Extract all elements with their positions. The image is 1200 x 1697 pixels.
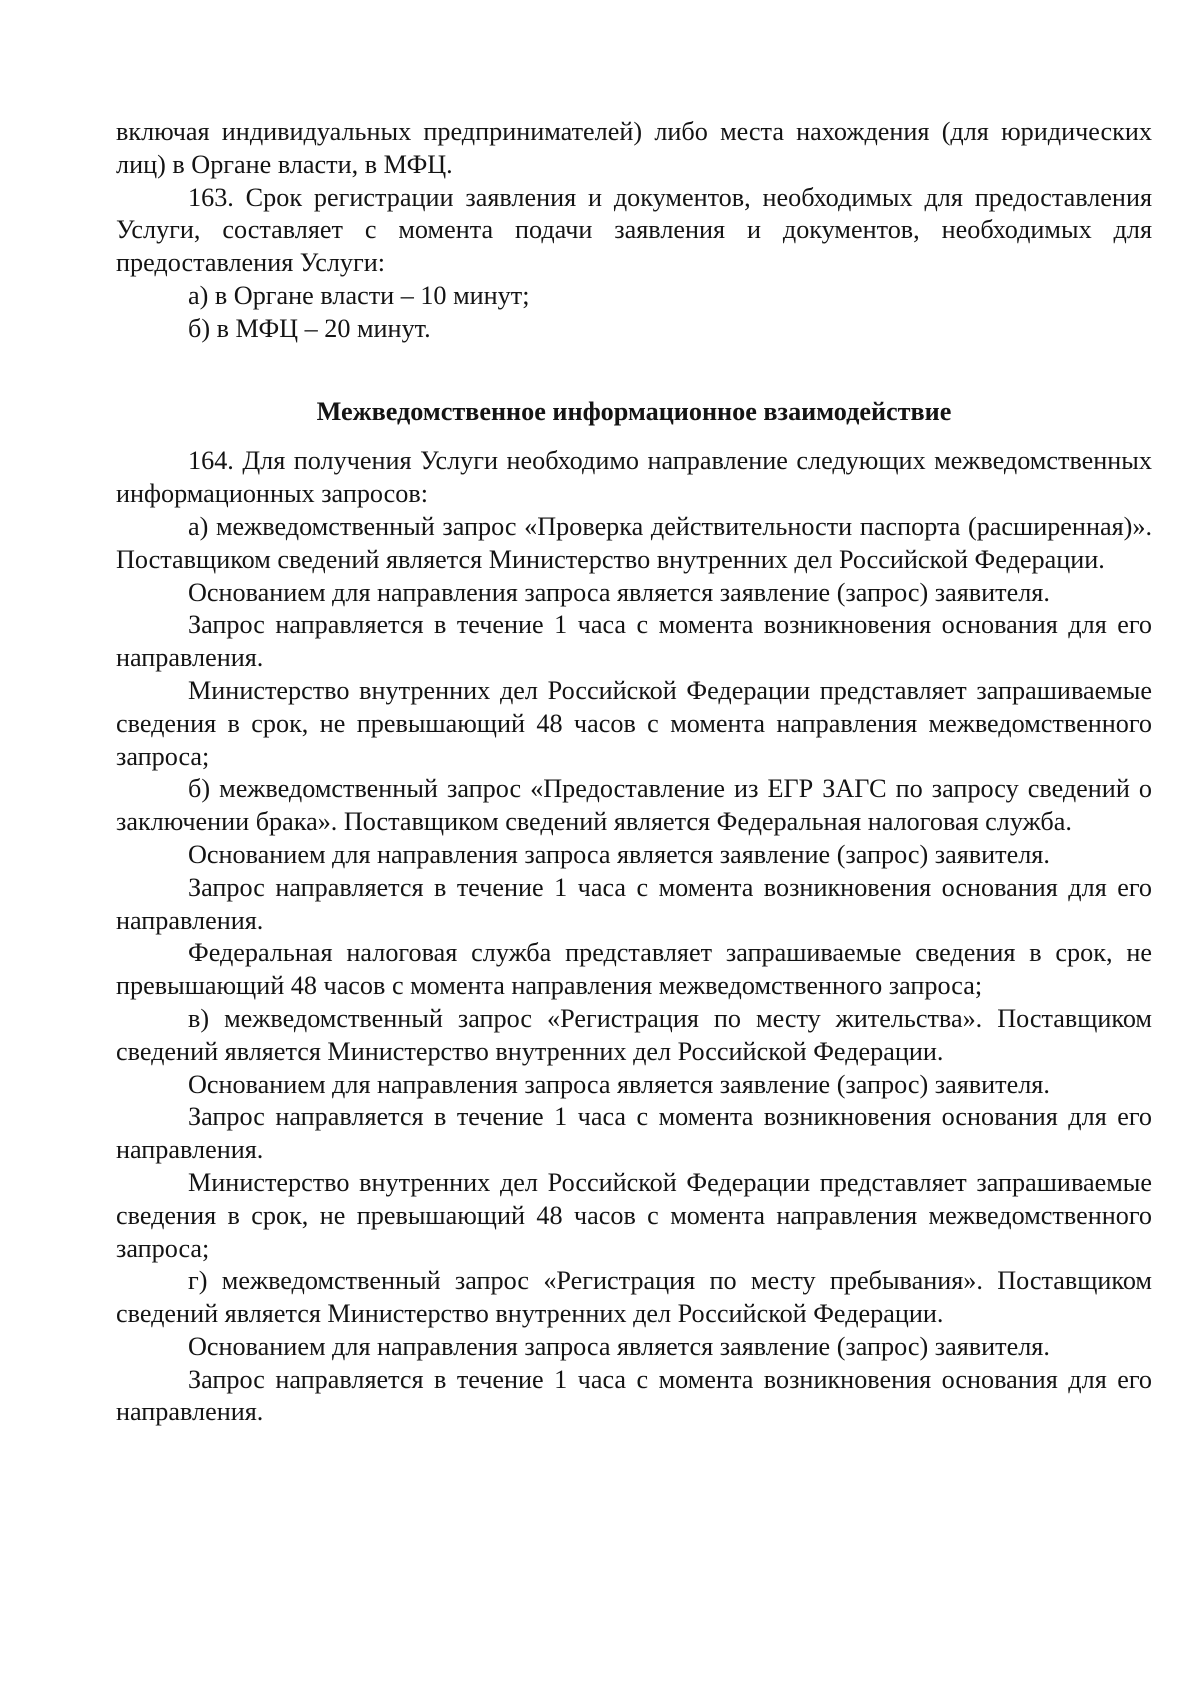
request-b: б) межведомственный запрос «Предоставление из ЕГР ЗАГС по запросу сведений о заключении брака». Поставщиком сведений является Федеральная налоговая служба.	[116, 774, 1152, 837]
request-a-response: Министерство внутренних дел Российской Федерации представляет запрашиваемые сведения в срок, не превышающий 48 часов с момента направления межведомственного запроса;	[116, 675, 1152, 771]
request-g-basis: Основанием для направления запроса является заявление (запрос) заявителя.	[188, 1331, 1050, 1361]
request-a: а) межведомственный запрос «Проверка действительности паспорта (расширенная)». Поставщиком сведений является Министерство внутренних дел Российской Федерации.	[116, 511, 1152, 574]
section-heading: Межведомственное информационное взаимодействие	[316, 396, 952, 426]
request-a-basis: Основанием для направления запроса является заявление (запрос) заявителя.	[188, 577, 1050, 607]
list-item-a: а) в Органе власти – 10 минут;	[188, 280, 530, 310]
request-b-response: Федеральная налоговая служба представляет запрашиваемые сведения в срок, не превышающий 48 часов с момента направления межведомственного запроса;	[116, 938, 1152, 1001]
paragraph-continuation: включая индивидуальных предпринимателей) либо места нахождения (для юридических лиц) в Органе власти, в МФЦ.	[116, 117, 1152, 179]
paragraph-163: 163. Срок регистрации заявления и документов, необходимых для предоставления Услуги, составляет с момента подачи заявления и документов, необходимых для предоставления Услуги:	[116, 182, 1152, 278]
request-a-timing: Запрос направляется в течение 1 часа с момента возникновения основания для его направления.	[116, 610, 1152, 673]
spacer	[116, 346, 1152, 396]
request-g-timing: Запрос направляется в течение 1 часа с момента возникновения основания для его направления.	[116, 1364, 1152, 1427]
list-item-b: б) в МФЦ – 20 минут.	[188, 313, 431, 343]
request-v: в) межведомственный запрос «Регистрация по месту жительства». Поставщиком сведений является Министерство внутренних дел Российской Федерации.	[116, 1003, 1152, 1066]
request-v-response: Министерство внутренних дел Российской Федерации представляет запрашиваемые сведения в срок, не превышающий 48 часов с момента направления межведомственного запроса;	[116, 1167, 1152, 1263]
document-page	[116, 116, 1152, 1429]
request-v-timing: Запрос направляется в течение 1 часа с момента возникновения основания для его направления.	[116, 1102, 1152, 1165]
request-g: г) межведомственный запрос «Регистрация по месту пребывания». Поставщиком сведений является Министерство внутренних дел Российской Федерации.	[116, 1266, 1152, 1329]
request-b-basis: Основанием для направления запроса является заявление (запрос) заявителя.	[188, 839, 1050, 869]
request-v-basis: Основанием для направления запроса является заявление (запрос) заявителя.	[188, 1069, 1050, 1099]
request-b-timing: Запрос направляется в течение 1 часа с момента возникновения основания для его направления.	[116, 872, 1152, 935]
spacer	[116, 428, 1152, 445]
paragraph-164: 164. Для получения Услуги необходимо направление следующих межведомственных информационных запросов:	[116, 446, 1152, 509]
